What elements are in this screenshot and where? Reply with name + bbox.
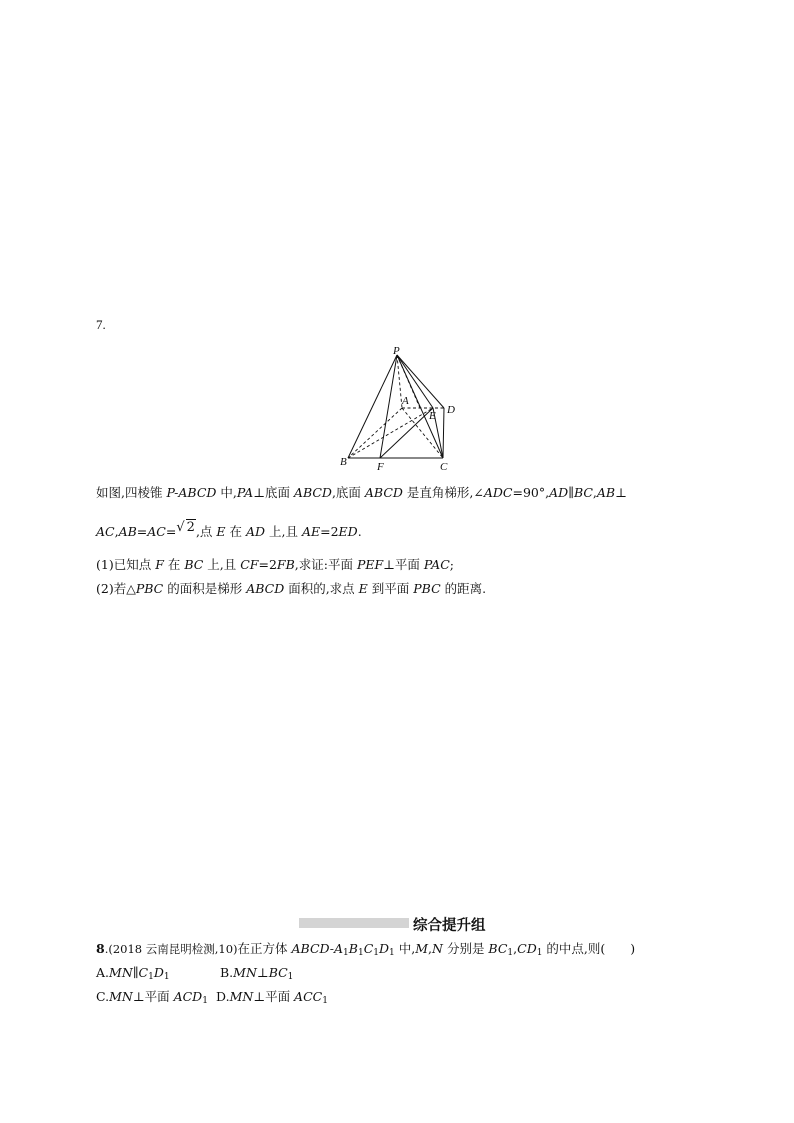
q7-part-1 [96, 557, 454, 573]
edge-AB-hidden [348, 408, 402, 458]
text: ⊥底面 [253, 485, 294, 500]
question-7-number: 7. [96, 317, 106, 332]
math: PBC [135, 581, 164, 596]
text: ,求证:平面 [294, 557, 357, 572]
text: , [114, 524, 119, 539]
text: = [136, 524, 148, 539]
option-label: B. [220, 965, 234, 980]
math: D [379, 941, 390, 956]
math: PAC [423, 557, 450, 572]
question-8-number: 8 [96, 941, 105, 956]
subscript: 1 [343, 948, 349, 958]
q7-part-2 [96, 581, 486, 597]
math: MN [109, 965, 133, 980]
edge-FE [380, 408, 433, 458]
q8-statement [96, 941, 635, 961]
text: (1)已知点 [96, 557, 156, 572]
q8-option-a[interactable] [96, 965, 170, 985]
question-8-source: .(2018 云南昆明检测,10) [104, 942, 238, 956]
text: ⊥ [256, 965, 269, 980]
text: =2 [320, 524, 339, 539]
text: 面积的 [284, 581, 326, 596]
math: ABCD [293, 485, 332, 500]
q8-option-c[interactable] [96, 989, 208, 1009]
text: ; [449, 557, 454, 572]
text: 分别是 [442, 941, 489, 956]
text: ⊥ [615, 485, 627, 500]
math: MN [109, 989, 133, 1004]
subscript: 1 [322, 996, 328, 1006]
label-D: D [447, 404, 455, 416]
math: AC [96, 524, 115, 539]
label-P: P [393, 345, 400, 357]
option-label: A. [96, 965, 110, 980]
q7-statement-line-2 [96, 520, 362, 541]
option-label: D. [216, 989, 230, 1004]
math: BC [268, 965, 288, 980]
math: BC [573, 485, 593, 500]
text: =2 [258, 557, 277, 572]
math: MN [233, 965, 257, 980]
text: =90°, [512, 485, 550, 500]
text: ∥ [568, 485, 574, 500]
math: ABCD [246, 581, 285, 596]
math: CD [517, 941, 537, 956]
edge-CD [443, 408, 444, 458]
subscript: 1 [202, 996, 208, 1006]
math: FB [276, 557, 295, 572]
text: 中, [216, 485, 237, 500]
math: AB [118, 524, 137, 539]
text: 的面积是梯形 [163, 581, 247, 596]
q7-statement-line-1 [96, 485, 627, 501]
section-title: 综合提升组 [413, 918, 486, 934]
text: , [428, 941, 433, 956]
math: C [363, 941, 374, 956]
text: 在正方体 [237, 941, 292, 956]
section-header-bar [299, 918, 409, 928]
text: ⊥平面 [132, 989, 174, 1004]
sqrt-symbol: √ [176, 520, 185, 535]
text: 的中点,则( ) [542, 941, 636, 956]
q8-option-b[interactable] [220, 965, 293, 985]
math: ACD [173, 989, 203, 1004]
edge-AC-hidden [402, 408, 443, 458]
math: PBC [413, 581, 441, 596]
sqrt-radicand: 2 [186, 520, 195, 535]
subscript: 1 [536, 948, 543, 958]
text: 上,且 [265, 524, 302, 539]
q8-option-d[interactable] [216, 989, 328, 1009]
math: AD [245, 524, 266, 539]
subscript: 1 [148, 972, 154, 982]
text: , [513, 941, 518, 956]
subscript: 1 [507, 948, 514, 958]
math: AE [301, 524, 321, 539]
math: AD [549, 485, 569, 500]
subscript: 1 [373, 948, 380, 958]
text: 到平面 [367, 581, 414, 596]
math: D [153, 965, 164, 980]
text: (2)若△ [96, 581, 136, 596]
math: P-ABCD [166, 485, 217, 500]
label-E: E [429, 410, 436, 422]
subscript: 1 [163, 972, 170, 982]
math: AC [147, 524, 166, 539]
text: 是直角梯形,∠ [402, 485, 484, 500]
math: ADC [483, 485, 513, 500]
text: 中, [394, 941, 416, 956]
math: M [415, 941, 429, 956]
text: 如图,四棱锥 [96, 485, 167, 500]
label-F: F [377, 461, 384, 473]
text: ,底面 [331, 485, 365, 500]
text: , [592, 485, 597, 500]
edge-BE-hidden [348, 408, 433, 458]
math: ABCD-A [291, 941, 344, 956]
edge-PB [348, 355, 397, 458]
text: . [357, 524, 362, 539]
subscript: 1 [357, 948, 364, 958]
option-label: C. [96, 989, 110, 1004]
text: = [165, 524, 177, 539]
text: ⊥平面 [383, 557, 424, 572]
math: PA [236, 485, 254, 500]
math: CF [240, 557, 259, 572]
math: BC [488, 941, 508, 956]
subscript: 1 [389, 948, 395, 958]
subscript: 1 [287, 972, 294, 982]
label-A: A [402, 395, 409, 407]
text: 上,且 [203, 557, 241, 572]
text: 的距离. [440, 581, 487, 596]
text: ∥ [132, 965, 139, 980]
math: C [138, 965, 149, 980]
edge-PF [380, 355, 397, 458]
math: ABCD [364, 485, 403, 500]
math: B [348, 941, 358, 956]
text: ⊥平面 [253, 989, 295, 1004]
math: N [432, 941, 443, 956]
math: F [155, 557, 164, 572]
label-B: B [340, 456, 347, 468]
math: ACC [294, 989, 323, 1004]
math: E [216, 524, 226, 539]
text: 在 [163, 557, 185, 572]
text: ,点 [195, 524, 217, 539]
math: BC [184, 557, 204, 572]
pyramid-figure [330, 342, 460, 474]
math: ED [338, 524, 358, 539]
math: AB [596, 485, 616, 500]
math: MN [229, 989, 254, 1004]
label-C: C [440, 461, 448, 473]
text: 在 [225, 524, 246, 539]
sqrt-two [176, 519, 196, 536]
math: E [358, 581, 368, 596]
math: PEF [356, 557, 384, 572]
text: ,求点 [325, 581, 359, 596]
